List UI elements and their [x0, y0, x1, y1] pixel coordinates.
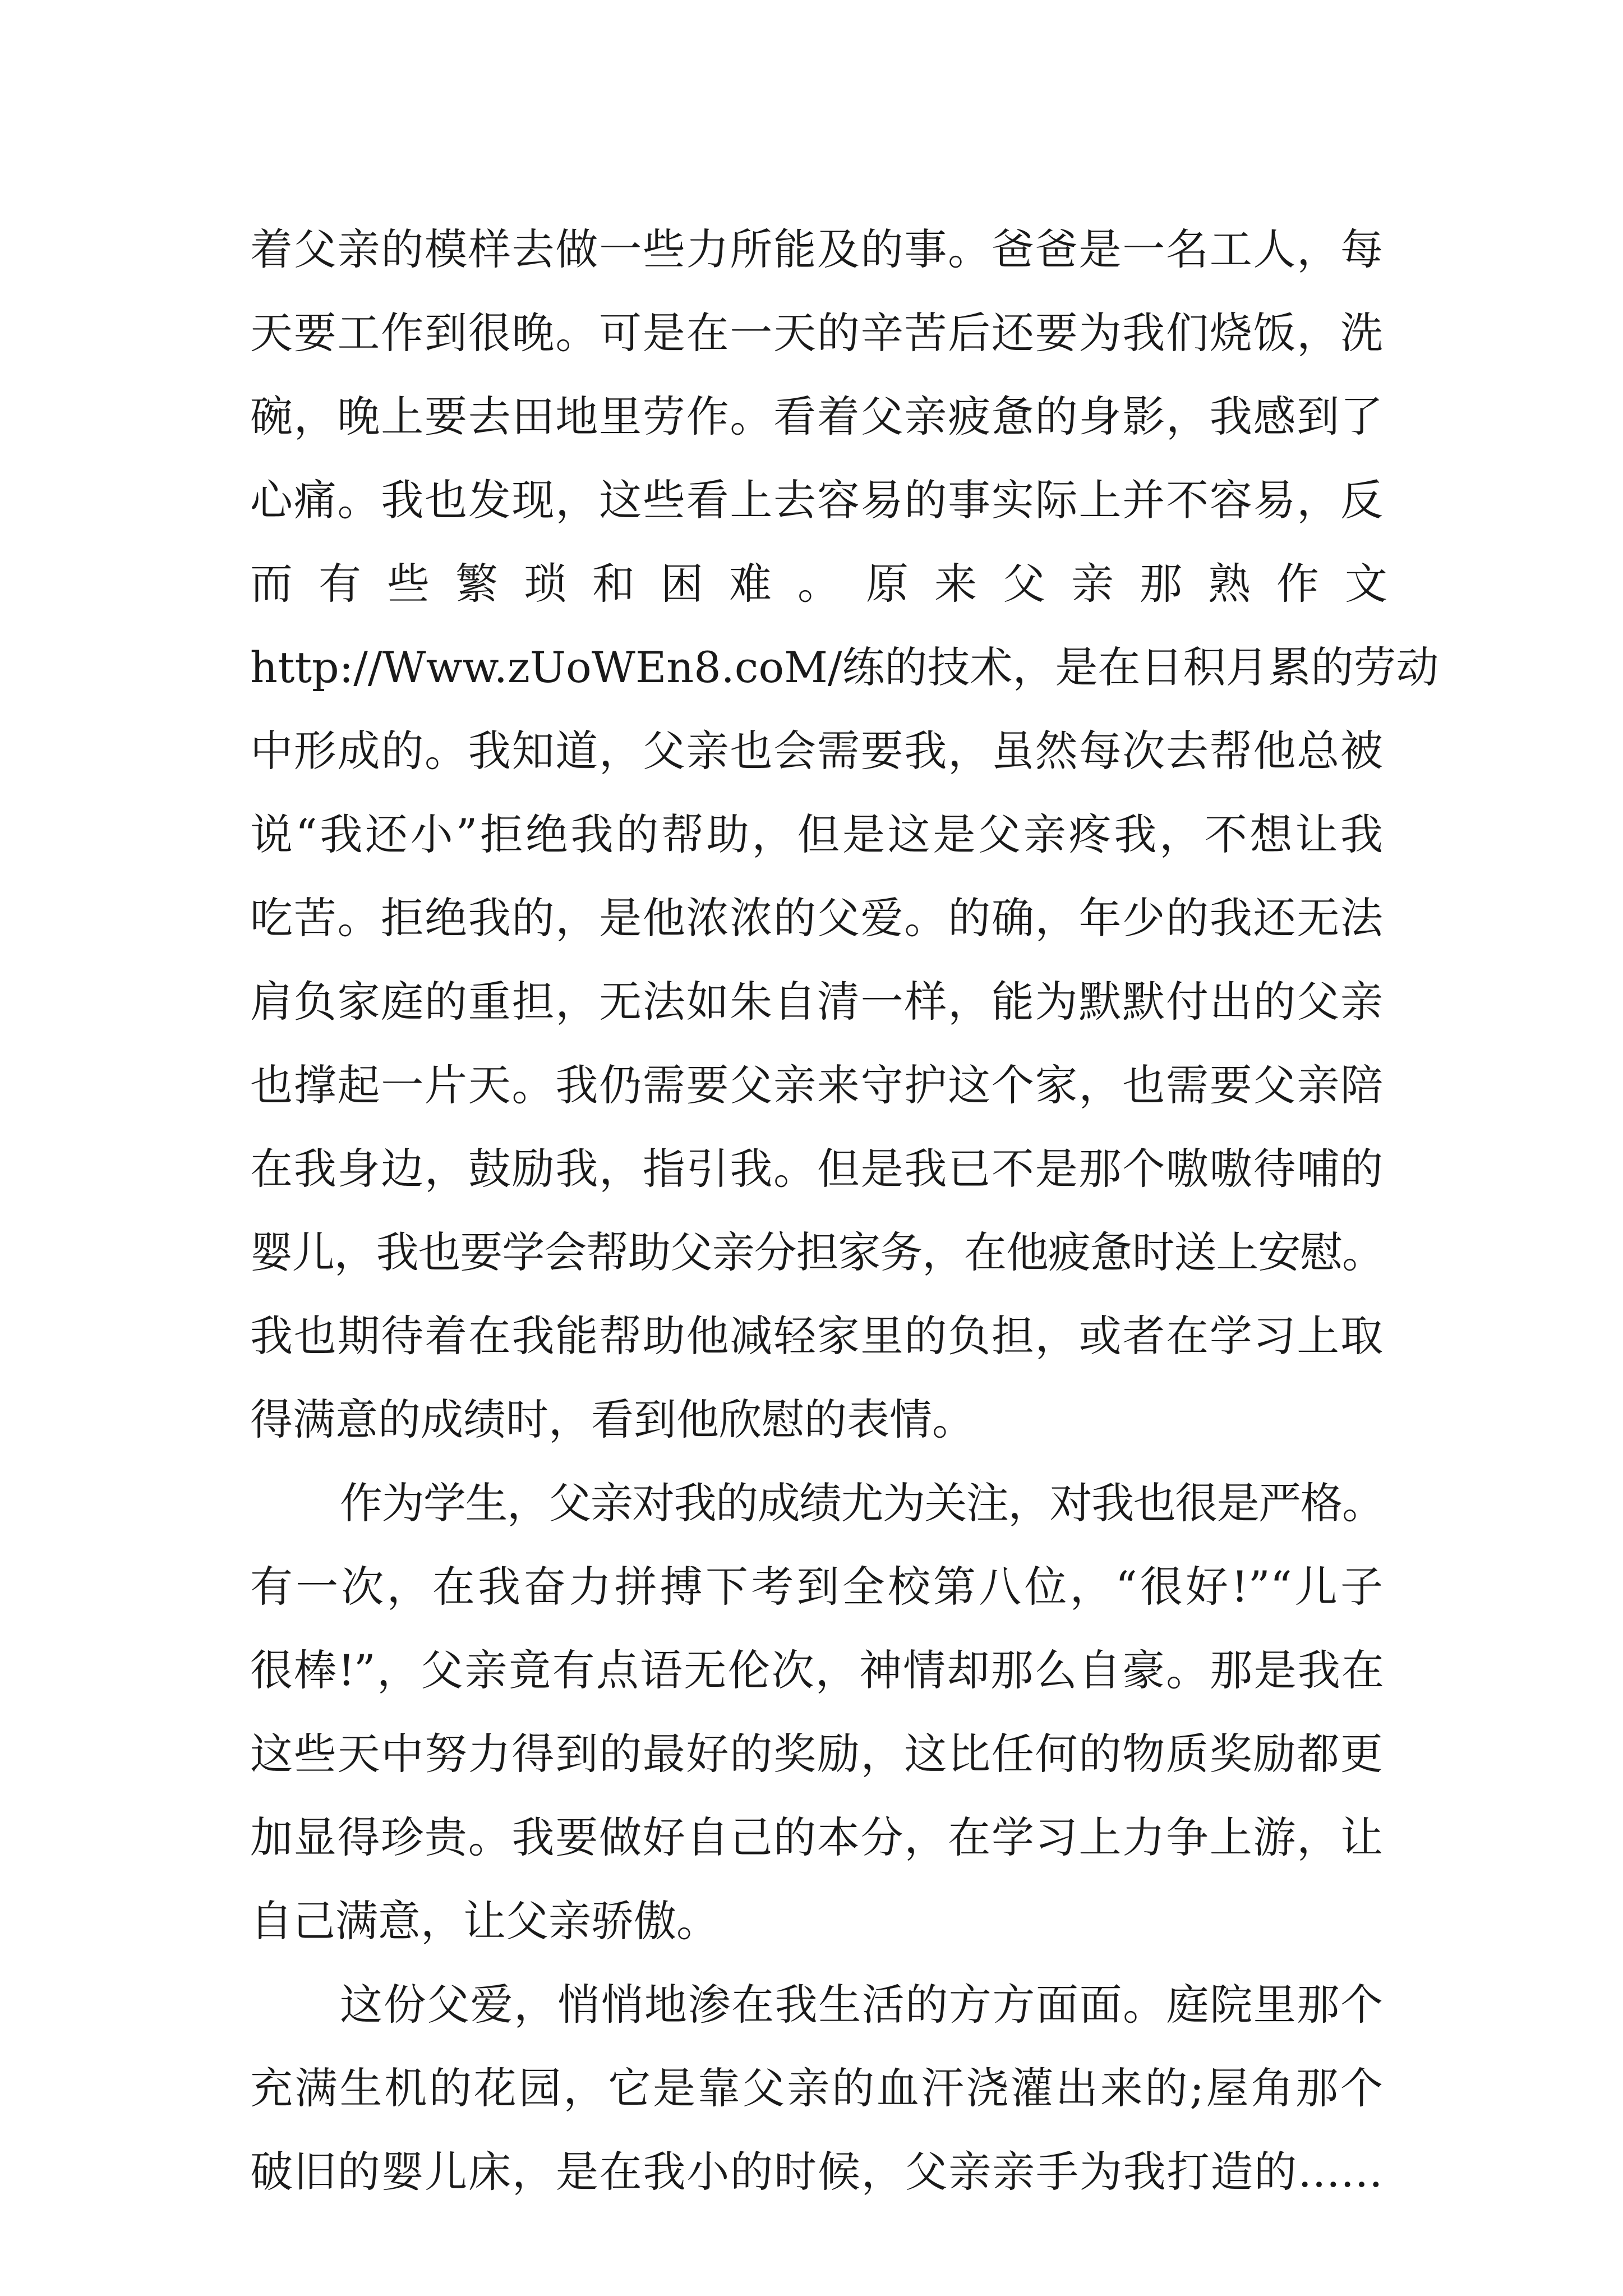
text-line: 碗，晚上要去田地里劳作。看着父亲疲惫的身影，我感到了 — [250, 392, 1383, 441]
text-line: 婴儿，我也要学会帮助父亲分担家务，在他疲惫时送上安慰。 — [250, 1227, 1383, 1277]
text-line: 我也期待着在我能帮助他减轻家里的负担，或者在学习上取 — [250, 1311, 1383, 1361]
text-line: 而有些繁琐和困难。原来父亲那熟作文 — [250, 559, 1413, 609]
text-line: 这些天中努力得到的最好的奖励，这比任何的物质奖励都更 — [250, 1729, 1383, 1779]
paragraph-start-line: 作为学生，父亲对我的成绩尤为关注，对我也很是严格。 — [340, 1478, 1383, 1528]
text-line: 自己满意，让父亲骄傲。 — [250, 1896, 719, 1946]
paragraph-start-line: 这份父爱，悄悄地渗在我生活的方方面面。庭院里那个 — [340, 1980, 1383, 2030]
text-line: 天要工作到很晚。可是在一天的辛苦后还要为我们烧饭，洗 — [250, 308, 1383, 358]
text-line: 中形成的。我知道，父亲也会需要我，虽然每次去帮他总被 — [250, 726, 1383, 776]
text-line: 吃苦。拒绝我的，是他浓浓的父爱。的确，年少的我还无法 — [250, 893, 1383, 943]
text-line: 得满意的成绩时，看到他欣慰的表情。 — [250, 1395, 975, 1444]
text-line: 破旧的婴儿床，是在我小的时候，父亲亲手为我打造的…… — [250, 2147, 1383, 2197]
text-line: 心痛。我也发现，这些看上去容易的事实际上并不容易，反 — [250, 475, 1383, 525]
text-line: 也撑起一片天。我仍需要父亲来守护这个家，也需要父亲陪 — [250, 1060, 1383, 1110]
text-line: 充满生机的花园，它是靠父亲的血汗浇灌出来的;屋角那个 — [250, 2063, 1383, 2113]
text-line: 着父亲的模样去做一些力所能及的事。爸爸是一名工人，每 — [250, 224, 1383, 274]
text-line: 有一次，在我奋力拼搏下考到全校第八位，“很好!”“儿子 — [250, 1562, 1383, 1612]
text-line: 说“我还小”拒绝我的帮助，但是这是父亲疼我，不想让我 — [250, 809, 1383, 859]
text-line: 肩负家庭的重担，无法如朱自清一样，能为默默付出的父亲 — [250, 977, 1383, 1027]
text-line: 加显得珍贵。我要做好自己的本分，在学习上力争上游，让 — [250, 1812, 1383, 1862]
text-line: 很棒!”，父亲竟有点语无伦次，神情却那么自豪。那是我在 — [250, 1645, 1383, 1695]
text-line: http://Www.zUoWEn8.coM/练的技术，是在日积月累的劳动 — [250, 642, 1439, 692]
text-line: 在我身边，鼓励我，指引我。但是我已不是那个嗷嗷待哺的 — [250, 1144, 1383, 1194]
body-text — [250, 208, 1439, 2214]
